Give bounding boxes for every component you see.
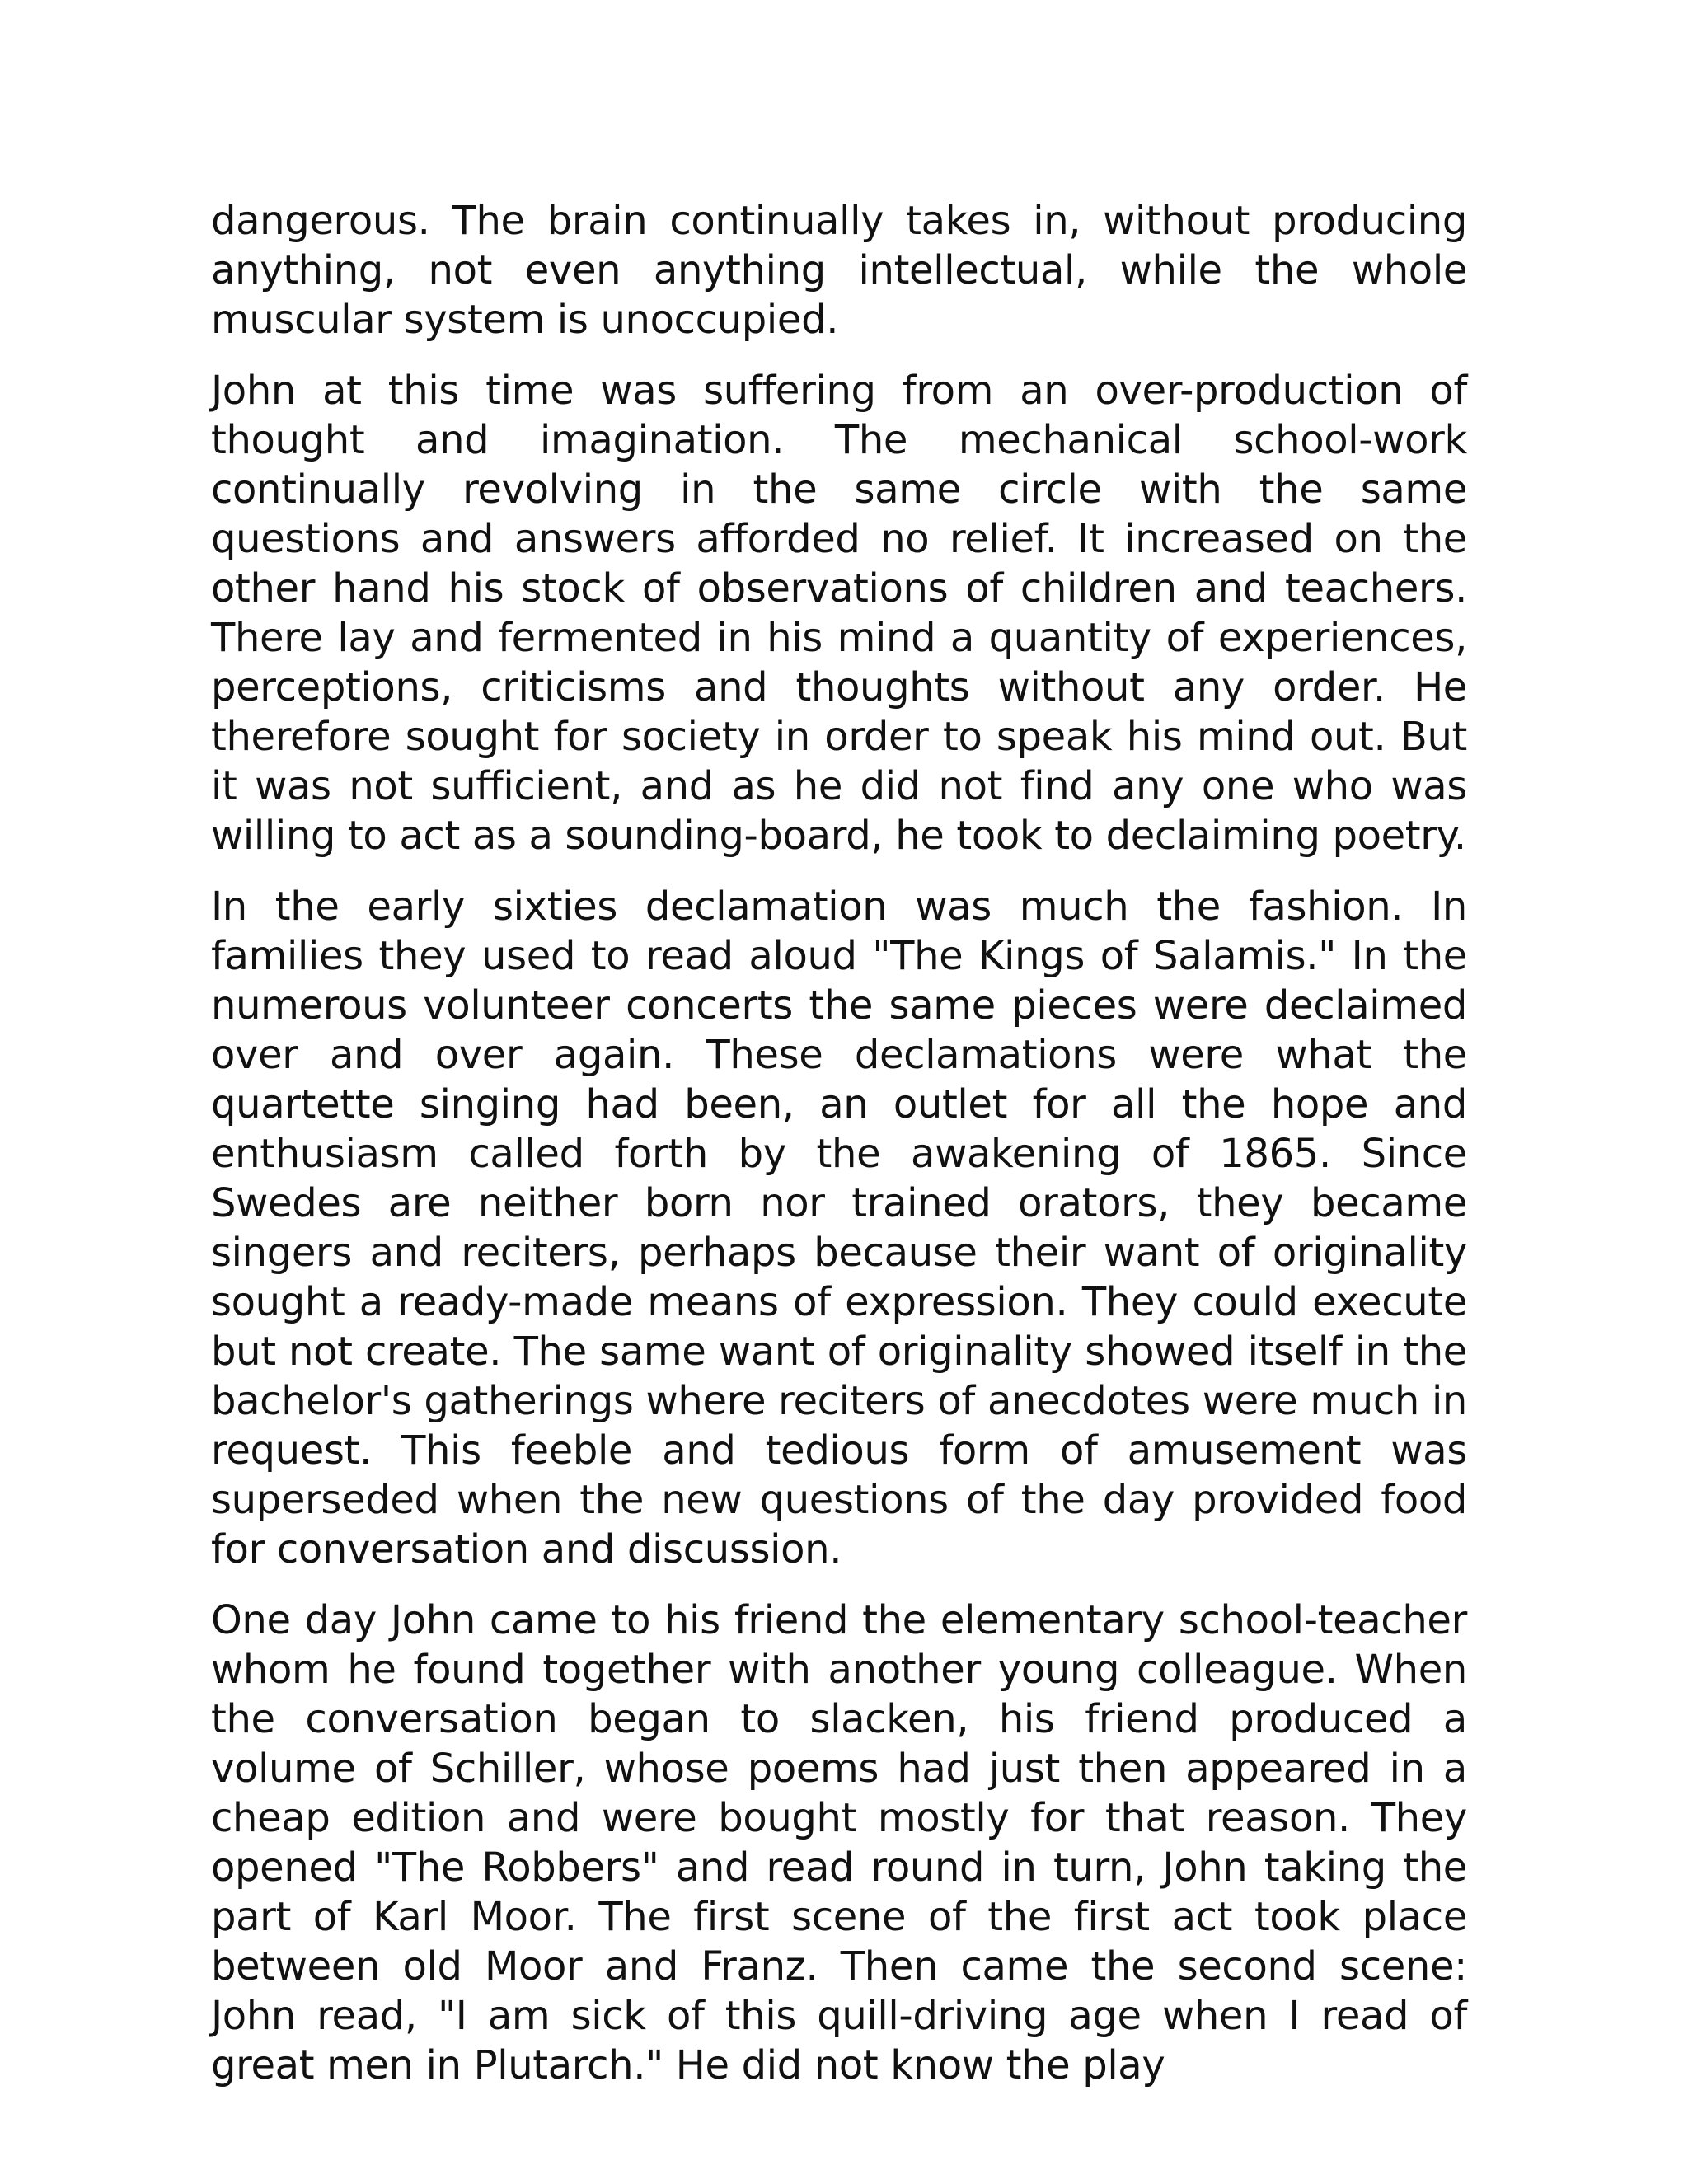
paragraph-4: One day John came to his friend the elementary school-teacher whom he found together with another young colleague. When the conversation began to slacken, his friend produced a volume of Schiller, whose poems had just then appeared in a cheap edition and were bought mostly for that reason. They opened "The Robbers" and read round in turn, John taking the part of Karl Moor. The first scene of the first act took place between old Moor and Franz. Then came the second scene: John read, "I am sick of this quill-driving age when I read of great men in Plutarch." He did not know the play — [211, 1597, 1467, 2088]
paragraph-3: In the early sixties declamation was much the fashion. In families they used to read aloud "The Kings of Salamis." In the numerous volunteer concerts the same pieces were declaimed over and over again. These declamations were what the quartette singing had been, an outlet for all the hope and enthusiasm called forth by the awakening of 1865. Since Swedes are neither born nor trained orators, they became singers and reciters, perhaps because their want of originality sought a ready-made means of expression. They could execute but not create. The same want of originality showed itself in the bachelor's gatherings where reciters of anecdotes were much in request. This feeble and tedious form of amusement was superseded when the new questions of the day provided food for conversation and discussion. — [211, 883, 1467, 1572]
paragraph-2: John at this time was suffering from an over-production of thought and imagination. The mechanical school-work continually revolving in the same circle with the same questions and answers afforded no relief. It increased on the other hand his stock of observations of children and teachers. There lay and fermented in his mind a quantity of experiences, perceptions, criticisms and thoughts without any order. He therefore sought for society in order to speak his mind out. But it was not sufficient, and as he did not find any one who was willing to act as a sounding-board, he took to declaiming poetry. — [211, 368, 1467, 859]
paragraph-1: dangerous. The brain continually takes in, without producing anything, not even anything intellectual, while the whole muscular system is unoccupied. — [211, 198, 1467, 343]
body-text — [211, 196, 1467, 2111]
